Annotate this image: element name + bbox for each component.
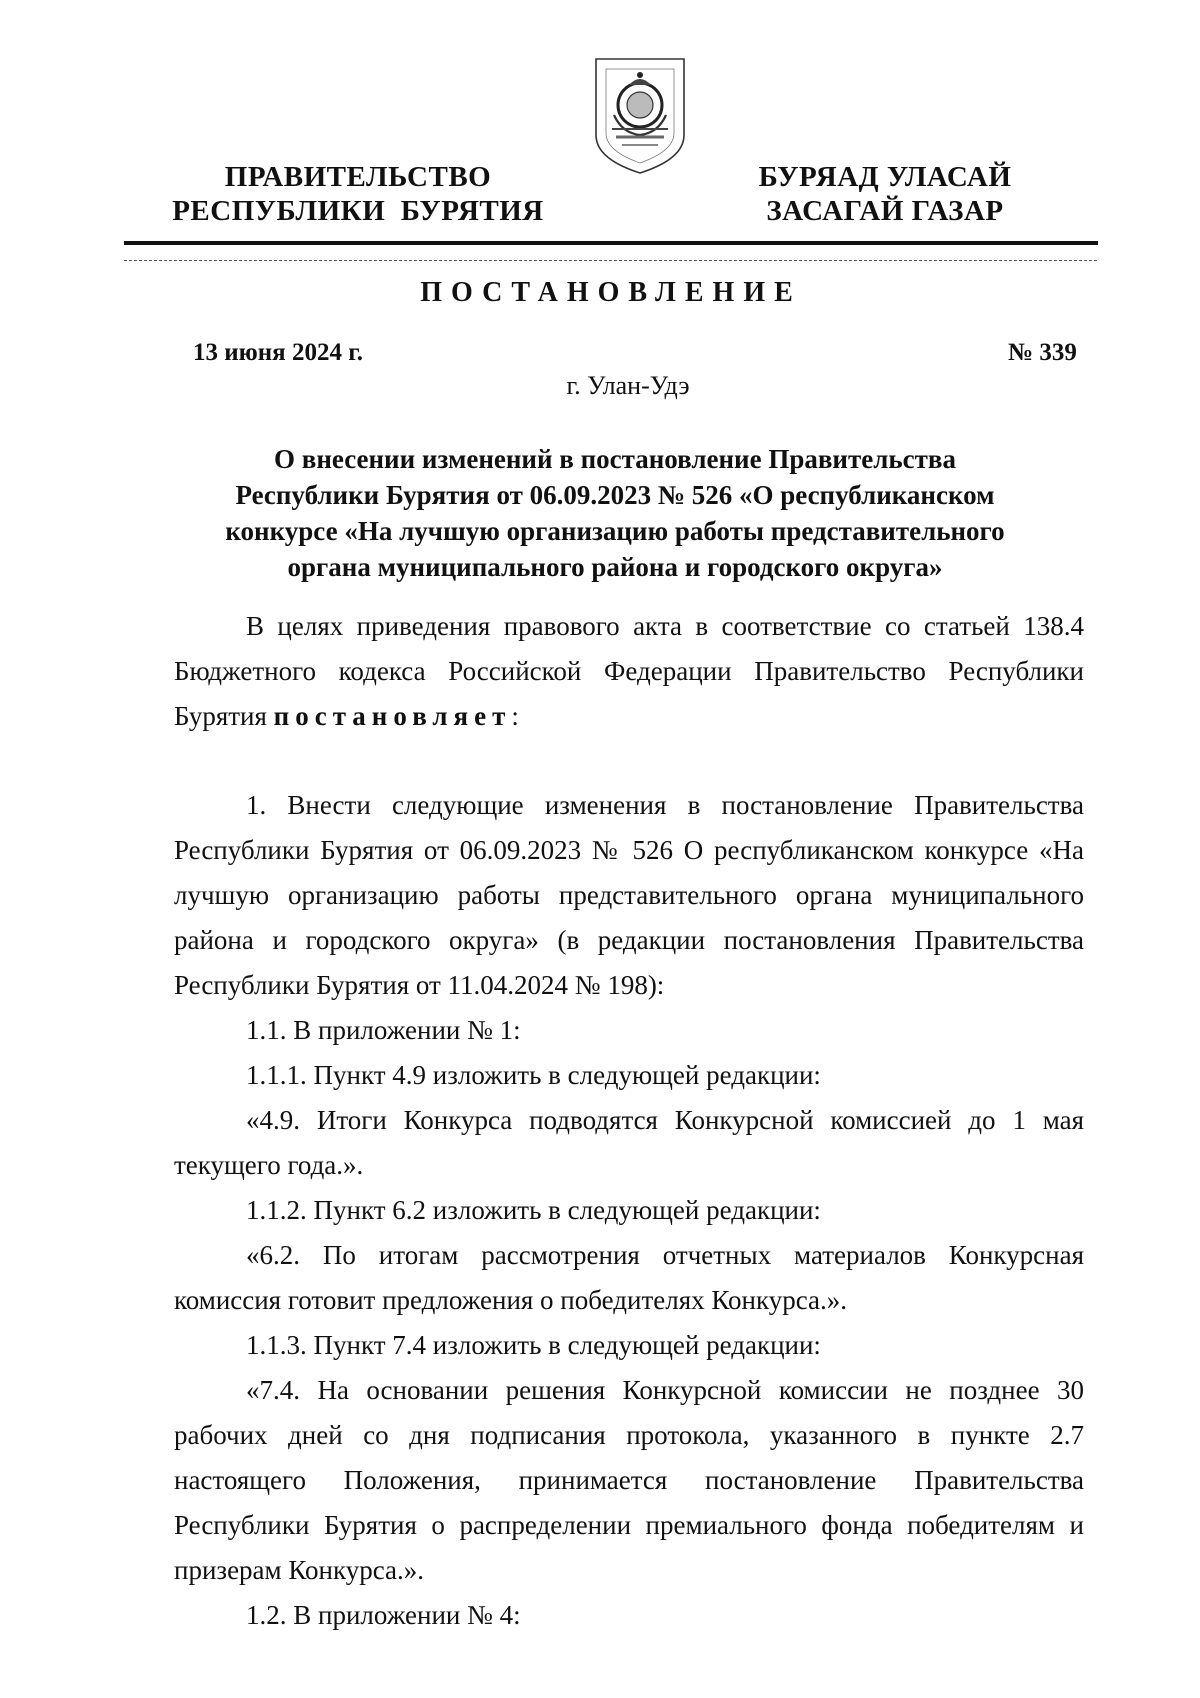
government-name-ru-line1: ПРАВИТЕЛЬСТВО (224, 161, 492, 193)
decree-word: постановляет (273, 701, 512, 731)
government-name-bua-line1: БУРЯАД УЛАСАЙ (758, 161, 1012, 193)
body-paragraph: «7.4. На основании решения Конкурсной комиссии не позднее 30 рабочих дней со дня подписания протокола, указанного в пункте 2.7 настоящего Положения, принимается постановление Правительства Республики Бурятия о распределении премиального фонда победителям и призерам Конкурса.». (174, 1375, 1084, 1585)
document-city: г. Улан-Удэ (566, 371, 690, 400)
government-name-ru (168, 160, 548, 228)
body-paragraph: 1.1.3. Пункт 7.4 изложить в следующей редакции: (246, 1330, 821, 1360)
body-paragraph: 1. Внести следующие изменения в постановление Правительства Республики Бурятия от 06.09.2023 № 526 О республиканском конкурсе «На лучшую организацию работы представительного органа муниципального района и городского округа» (в редакции постановления Правительства Республики Бурятия от 11.04.2024 № 198): (174, 790, 1084, 1000)
document-number: № 339 (1008, 339, 1077, 366)
header-rule-thin (124, 260, 1098, 261)
body-paragraph: «6.2. По итогам рассмотрения отчетных материалов Конкурсная комиссия готовит предложения о победителях Конкурса.». (174, 1240, 1084, 1315)
preamble-text: В целях приведения правового акта в соответствие со статьей 138.4 Бюджетного кодекса Российской Федерации Правительство Республики Бурятия (174, 611, 1084, 731)
body-paragraph: 1.1. В приложении № 1: (246, 1015, 521, 1045)
title-line: органа муниципального района и городского округа» (287, 552, 943, 582)
document-type: ПОСТАНОВЛЕНИЕ (420, 277, 802, 308)
document-title (150, 441, 1080, 585)
title-line: О внесении изменений в постановление Правительства (274, 444, 956, 474)
document-date: 13 июня 2024 г. (193, 339, 363, 366)
government-name-bua-line2: ЗАСАГАЙ ГАЗАР (766, 195, 1004, 227)
title-line: конкурсе «На лучшую организацию работы представительного (225, 516, 1005, 546)
body-paragraph: 1.2. В приложении № 4: (246, 1600, 521, 1630)
body-paragraph: 1.1.1. Пункт 4.9 изложить в следующей редакции: (246, 1060, 821, 1090)
preamble-suffix: : (511, 701, 519, 731)
government-name-ru-line2: РЕСПУБЛИКИ БУРЯТИЯ (172, 195, 544, 227)
document-body (174, 604, 1084, 1638)
government-name-bua (735, 160, 1035, 228)
body-paragraph: 1.1.2. Пункт 6.2 изложить в следующей редакции: (246, 1195, 821, 1225)
title-line: Республики Бурятия от 06.09.2023 № 526 «О республиканском (235, 480, 995, 510)
buryatia-coat-of-arms-icon (592, 55, 688, 177)
paragraph-gap (174, 739, 1084, 783)
header-rule-thick (124, 241, 1098, 245)
preamble-paragraph (174, 604, 1084, 739)
body-paragraph: «4.9. Итоги Конкурса подводятся Конкурсной комиссией до 1 мая текущего года.». (174, 1105, 1084, 1180)
